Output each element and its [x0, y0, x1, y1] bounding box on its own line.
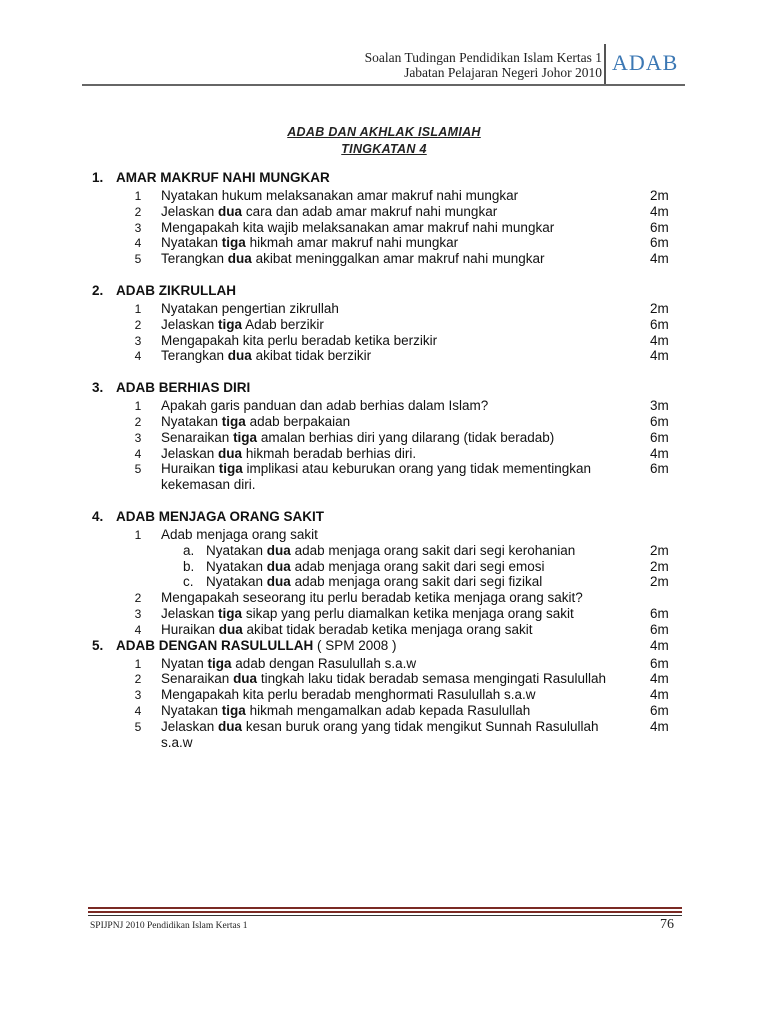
- question-mark: 2m: [650, 300, 669, 316]
- question-number: 1: [134, 301, 142, 316]
- text-run: akibat meninggalkan amar makruf nahi mungkar: [251, 251, 545, 267]
- question-text: [161, 719, 621, 751]
- question-item: [0, 703, 768, 719]
- sub-question-item: [0, 543, 768, 559]
- question-number: 4: [134, 703, 142, 718]
- question-number: 1: [134, 399, 142, 414]
- question-item: [0, 333, 768, 349]
- question-mark: 6m: [650, 461, 669, 477]
- question-item: [0, 430, 768, 446]
- section-title-text: ADAB DENGAN RASULULLAH: [116, 637, 314, 653]
- footer-text: SPIJPNJ 2010 Pendidikan Islam Kertas 1: [90, 921, 248, 931]
- question-number: 3: [134, 430, 142, 445]
- text-run: Adab berzikir: [242, 316, 324, 332]
- text-run: Jelaskan: [161, 718, 219, 734]
- header-rule: [82, 84, 685, 86]
- header-divider: [604, 44, 606, 84]
- footer-rule: [88, 915, 682, 916]
- question-number: 2: [134, 204, 142, 219]
- question-text: [161, 204, 621, 220]
- footer-rule: [88, 907, 682, 909]
- question-text: [161, 317, 621, 333]
- question-text: [161, 687, 621, 703]
- text-run: Senaraikan: [161, 671, 234, 687]
- question-item: [0, 348, 768, 364]
- question-item: [0, 317, 768, 333]
- question-item: [0, 301, 768, 317]
- section-title-text: ADAB BERHIAS DIRI: [116, 380, 251, 396]
- text-run: Nyatan: [161, 655, 208, 671]
- question-number: 5: [134, 719, 142, 734]
- section-1: [0, 170, 768, 267]
- header-brand: ADAB: [612, 50, 679, 75]
- text-run: Terangkan: [161, 348, 228, 364]
- text-run: adab menjaga orang sakit dari segi emosi: [290, 558, 545, 574]
- emphasis-word: dua: [266, 574, 291, 590]
- section-title-text: ADAB ZIKRULLAH: [116, 282, 236, 298]
- question-text: [161, 671, 621, 687]
- question-mark: 4m: [650, 671, 669, 687]
- question-mark: 4m: [650, 203, 669, 219]
- document-title: ADAB DAN AKHLAK ISLAMIAH: [287, 125, 481, 139]
- text-run: Terangkan: [161, 251, 228, 267]
- emphasis-word: dua: [218, 203, 243, 219]
- text-run: Senaraikan: [161, 429, 234, 445]
- emphasis-word: dua: [227, 348, 252, 364]
- section-heading: [0, 509, 768, 527]
- question-number: 1: [134, 189, 142, 203]
- question-number: 2: [134, 317, 142, 332]
- question-number: 4: [134, 349, 142, 364]
- question-text: [161, 590, 621, 606]
- question-item: [0, 606, 768, 622]
- question-text: [161, 446, 621, 462]
- text-run: amalan berhias diri yang dilarang (tidak beradab): [257, 429, 555, 445]
- question-number: 4: [134, 236, 142, 251]
- question-number: 3: [134, 220, 142, 235]
- sub-question-text: [206, 543, 626, 559]
- question-item: [0, 398, 768, 414]
- text-run: Jelaskan: [161, 203, 219, 219]
- text-run: Nyatakan: [161, 702, 222, 718]
- question-list: [0, 170, 768, 750]
- section-title-text: AMAR MAKRUF NAHI MUNGKAR: [116, 170, 330, 185]
- question-text: [161, 333, 621, 349]
- question-mark: 6m: [650, 655, 669, 671]
- text-run: adab dengan Rasulullah s.a.w: [231, 655, 417, 671]
- question-number: 3: [134, 333, 142, 348]
- question-mark: 2m: [650, 188, 669, 203]
- text-run: Nyatakan hukum melaksanakan amar makruf nahi mungkar: [161, 188, 519, 203]
- text-run: adab menjaga orang sakit dari segi kerohanian: [290, 542, 576, 558]
- text-run: implikasi atau keburukan orang yang tidak mementingkan kekemasan diri.: [161, 461, 591, 493]
- question-text: [161, 461, 621, 493]
- question-text: [161, 188, 621, 204]
- question-item: [0, 656, 768, 672]
- section-number: 4.: [92, 508, 104, 524]
- question-number: 1: [134, 527, 142, 542]
- header-line-2: Jabatan Pelajaran Negeri Johor 2010: [404, 65, 602, 80]
- question-text: [161, 220, 621, 236]
- text-run: Mengapakah kita wajib melaksanakan amar makruf nahi mungkar: [161, 219, 555, 235]
- question-number: 4: [134, 622, 142, 637]
- text-run: sikap yang perlu diamalkan ketika menjaga orang sakit: [242, 605, 574, 621]
- emphasis-word: tiga: [218, 461, 243, 477]
- question-text: [161, 414, 621, 430]
- question-text: [161, 398, 621, 414]
- text-run: akibat tidak beradab ketika menjaga orang sakit: [242, 621, 533, 637]
- text-run: Nyatakan: [206, 558, 267, 574]
- section-title: [116, 380, 250, 395]
- question-number: 5: [134, 252, 142, 267]
- question-item: [0, 687, 768, 703]
- section-heading: [0, 638, 768, 656]
- question-mark: 6m: [650, 605, 669, 621]
- question-mark: 4m: [650, 348, 669, 364]
- question-item: [0, 719, 768, 751]
- section-number: 5.: [92, 637, 104, 653]
- text-run: Jelaskan: [161, 605, 219, 621]
- text-run: adab berpakaian: [245, 413, 351, 429]
- question-number: 3: [134, 688, 142, 703]
- question-mark: 6m: [650, 702, 669, 718]
- question-number: 1: [134, 656, 142, 671]
- section-title-text: ADAB MENJAGA ORANG SAKIT: [116, 508, 325, 524]
- question-text: [161, 251, 621, 267]
- question-text: [161, 235, 621, 251]
- section-number: 3.: [92, 380, 104, 396]
- question-mark: 4m: [650, 251, 669, 267]
- sub-question-letter: a.: [183, 542, 195, 558]
- emphasis-word: tiga: [221, 702, 246, 718]
- emphasis-word: tiga: [221, 413, 246, 429]
- question-number: 2: [134, 672, 142, 687]
- question-mark: 4m: [650, 687, 669, 703]
- section-title: [116, 283, 236, 298]
- text-run: Mengapakah kita perlu beradab ketika berzikir: [161, 332, 438, 348]
- sub-question-mark: 2m: [650, 542, 669, 558]
- text-run: hikmah mengamalkan adab kepada Rasulullah: [245, 702, 531, 718]
- question-mark: 4m: [650, 332, 669, 348]
- sub-question-mark: 2m: [650, 558, 669, 574]
- text-run: Jelaskan: [161, 445, 219, 461]
- question-text: [161, 703, 621, 719]
- question-item: [0, 527, 768, 543]
- text-run: Nyatakan: [161, 235, 222, 251]
- header-text: [365, 50, 602, 80]
- question-text: [161, 430, 621, 446]
- text-run: Mengapakah seseorang itu perlu beradab ketika menjaga orang sakit?: [161, 590, 583, 606]
- section-heading: [0, 170, 768, 188]
- text-run: Jelaskan: [161, 316, 219, 332]
- section-5: [0, 638, 768, 751]
- text-run: Mengapakah kita perlu beradab menghormati Rasulullah s.a.w: [161, 687, 536, 703]
- text-run: adab menjaga orang sakit dari segi fizikal: [290, 574, 543, 590]
- question-mark: 6m: [650, 413, 669, 429]
- question-mark: 4m: [650, 445, 669, 461]
- question-item: [0, 251, 768, 267]
- question-item: [0, 590, 768, 606]
- question-mark: 3m: [650, 398, 669, 414]
- text-run: cara dan adab amar makruf nahi mungkar: [242, 203, 498, 219]
- question-mark: 6m: [650, 219, 669, 235]
- section-note: ( SPM 2008 ): [313, 637, 397, 653]
- question-text: [161, 348, 621, 364]
- question-text: [161, 301, 621, 317]
- text-run: Adab menjaga orang sakit: [161, 526, 318, 542]
- text-run: hikmah amar makruf nahi mungkar: [245, 235, 459, 251]
- question-mark: 6m: [650, 235, 669, 251]
- sub-question-letter: c.: [183, 574, 194, 590]
- sub-question-item: [0, 574, 768, 590]
- text-run: Huraikan: [161, 621, 219, 637]
- emphasis-word: tiga: [218, 316, 243, 332]
- footer-rule: [88, 911, 682, 913]
- question-item: [0, 220, 768, 236]
- emphasis-word: dua: [218, 718, 243, 734]
- question-number: 3: [134, 606, 142, 621]
- document-subtitle: TINGKATAN 4: [341, 142, 427, 156]
- question-number: 4: [134, 446, 142, 461]
- text-run: Nyatakan: [206, 574, 267, 590]
- question-item: [0, 235, 768, 251]
- text-run: hikmah beradab berhias diri.: [242, 445, 417, 461]
- question-text: [161, 606, 621, 622]
- question-item: [0, 446, 768, 462]
- section-heading: [0, 283, 768, 301]
- question-mark: 4m: [650, 718, 669, 734]
- emphasis-word: tiga: [221, 235, 246, 251]
- question-text: [161, 656, 621, 672]
- text-run: Nyatakan: [206, 542, 267, 558]
- question-text: [161, 622, 621, 638]
- sub-question-text: [206, 559, 626, 575]
- question-mark: 6m 4m: [650, 621, 669, 653]
- emphasis-word: tiga: [233, 429, 258, 445]
- question-item: [0, 461, 768, 493]
- question-mark: 6m: [650, 316, 669, 332]
- text-run: Nyatakan pengertian zikrullah: [161, 300, 339, 316]
- question-number: 5: [134, 462, 142, 477]
- text-run: akibat tidak berzikir: [251, 348, 372, 364]
- question-number: 2: [134, 591, 142, 606]
- question-item: [0, 414, 768, 430]
- section-2: [0, 283, 768, 364]
- emphasis-word: dua: [266, 558, 291, 574]
- question-mark: 6m: [650, 429, 669, 445]
- header-line-1: Soalan Tudingan Pendidikan Islam Kertas 1: [364, 50, 602, 65]
- text-run: tingkah laku tidak beradab semasa mengingati Rasulullah: [257, 671, 607, 687]
- section-title: [116, 509, 324, 524]
- section-title: [116, 170, 330, 185]
- text-run: Apakah garis panduan dan adab berhias dalam Islam?: [161, 398, 489, 414]
- text-run: kesan buruk orang yang tidak mengikut Sunnah Rasulullah s.a.w: [161, 718, 599, 750]
- sub-question-item: [0, 559, 768, 575]
- text-run: Huraikan: [161, 461, 219, 477]
- question-number: 2: [134, 414, 142, 429]
- emphasis-word: dua: [218, 445, 243, 461]
- question-text: [161, 527, 621, 543]
- sub-question-letter: b.: [183, 558, 195, 574]
- section-heading: [0, 380, 768, 398]
- emphasis-word: dua: [266, 542, 291, 558]
- section-number: 2.: [92, 282, 104, 298]
- emphasis-word: dua: [218, 621, 243, 637]
- page-number: 76: [660, 917, 674, 932]
- question-item: [0, 188, 768, 204]
- sub-question-text: [206, 574, 626, 590]
- emphasis-word: tiga: [218, 605, 243, 621]
- question-item: [0, 671, 768, 687]
- emphasis-word: tiga: [207, 655, 232, 671]
- section-title: [116, 638, 397, 653]
- section-number: 1.: [92, 170, 104, 185]
- emphasis-word: dua: [227, 251, 252, 267]
- section-3: [0, 380, 768, 493]
- text-run: Nyatakan: [161, 413, 222, 429]
- sub-question-mark: 2m: [650, 574, 669, 590]
- page-header: [0, 0, 768, 90]
- question-item: [0, 204, 768, 220]
- emphasis-word: dua: [233, 671, 258, 687]
